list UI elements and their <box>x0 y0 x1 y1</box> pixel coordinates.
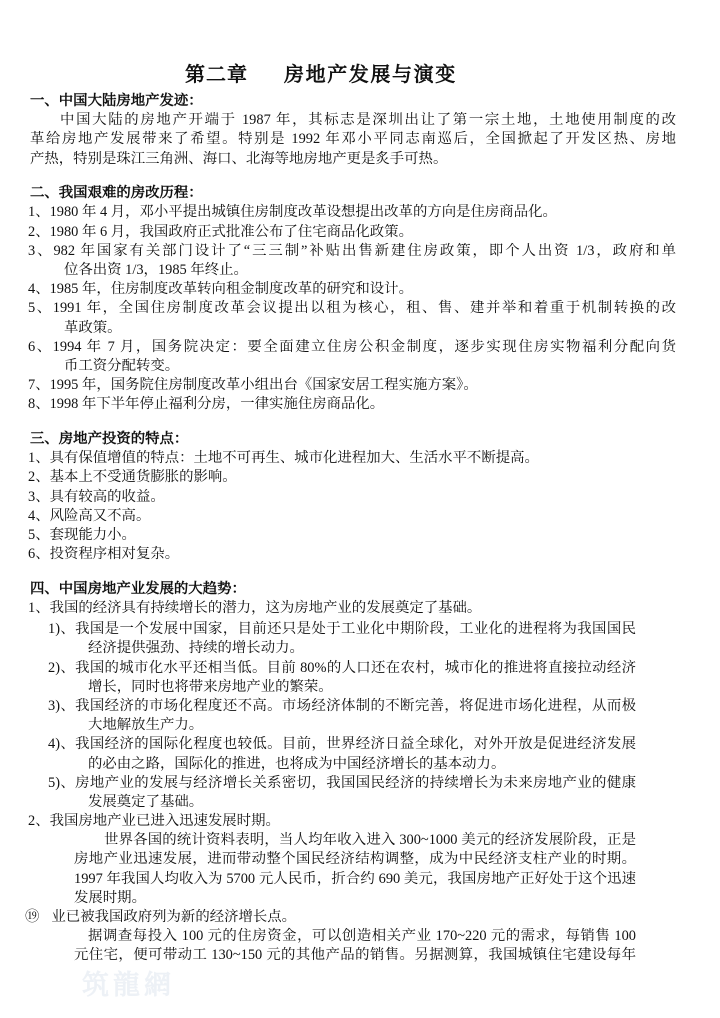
list-item <box>28 338 676 357</box>
item-number: 1、 <box>28 204 50 221</box>
list-item <box>28 545 676 564</box>
chapter-name: 房地产发展与演变 <box>284 64 457 86</box>
item-text: 982 年国家有关部门设计了“三三制”补贴出售新建住房政策，即个人出资 1/3，政府和单 <box>53 242 676 259</box>
subitem <box>28 774 636 793</box>
item-number: ⑲ <box>25 909 40 925</box>
list-item <box>28 526 676 545</box>
subitem-text: 我国的城市化水平还相当低。目前 80%的人口还在农村，城市化的推进将直接拉动经济 <box>75 659 636 676</box>
item-text: 1994 年 7 月，国务院决定：要全面建立住房公积金制度，逐步实现住房实物福利分配向货 <box>52 338 676 355</box>
subitem-number: 2)、 <box>48 659 76 676</box>
item-number: 3、 <box>28 242 54 259</box>
paragraph-line: 房地产业迅速发展，进而带动整个国民经济结构调整，成为中民经济支柱产业的时期。 <box>74 851 636 868</box>
section-heading: 一、中国大陆房地产发迹： <box>30 93 203 109</box>
item-number: 2、 <box>28 813 50 830</box>
item-number: 7、 <box>28 377 50 394</box>
subitem-continuation: 大地解放生产力。 <box>88 717 204 734</box>
list-item <box>28 449 676 468</box>
list-item <box>28 280 676 299</box>
list-item <box>28 507 676 526</box>
section-heading: 二、我国艰难的房改历程： <box>30 185 203 202</box>
list-item-continuation: 币工资分配转变。 <box>64 357 180 374</box>
item-number: 4、 <box>28 281 50 298</box>
subitem-number: 3)、 <box>48 697 76 714</box>
subitem-continuation: 的必由之路，国际化的推进，也将成为中国经济增长的基本动力。 <box>88 755 506 772</box>
subitem <box>28 697 636 716</box>
item-text: 1980 年 6 月，我国政府正式批准公布了住宅商品化政策。 <box>49 223 413 240</box>
paragraph-line: 中国大陆的房地产开端于 1987 年，其标志是深圳出让了第一宗土地，土地使用制度的改 <box>60 112 676 129</box>
item-text: 投资程序相对复杂。 <box>49 546 180 563</box>
item-text: 业已被我国政府列为新的经济增长点。 <box>51 909 297 925</box>
paragraph-line: 1997 年我国人均收入为 5700 元人民币，折合约 690 美元，我国房地产正好处于这个迅速 <box>74 870 636 887</box>
subitem-number: 4)、 <box>48 736 76 753</box>
subitem-number: 5)、 <box>48 774 76 791</box>
paragraph-line: 世界各国的统计资料表明，当人均年收入进入 300~1000 美元的经济发展阶段，正是 <box>104 832 636 849</box>
item-text: 具有保值增值的特点：土地不可再生、城市化进程加大、生活水平不断提高。 <box>49 450 539 467</box>
subitem-text: 我国是一个发展中国家，目前还只是处于工业化中期阶段，工业化的进程将为我国国民 <box>75 621 636 638</box>
item-number: 6、 <box>28 546 50 563</box>
item-text: 1980 年 4 月，邓小平提出城镇住房制度改革设想提出改革的方向是住房商品化。 <box>49 204 557 221</box>
list-item <box>28 395 676 414</box>
item-text: 我国房地产业已进入迅速发展时期。 <box>49 813 280 830</box>
item-number: 8、 <box>28 396 50 413</box>
item-text: 套现能力小。 <box>49 526 136 543</box>
item-text: 1998 年下半年停止福利分房，一律实施住房商品化。 <box>49 396 385 413</box>
item-number: 2、 <box>28 223 50 240</box>
subitem-continuation: 发展奠定了基础。 <box>88 793 204 810</box>
paragraph-line: 据调查每投入 100 元的住房资金，可以创造相关产业 170~220 元的需求，每销售 100 <box>88 928 636 945</box>
section-heading: 三、房地产投资的特点： <box>30 431 189 447</box>
item-number: 1、 <box>28 450 50 467</box>
item-number: 5、 <box>28 300 53 317</box>
item-number: 2、 <box>28 469 50 486</box>
item-text: 具有较高的收益。 <box>49 488 165 505</box>
subitem-text: 我国经济的国际化程度也较低。目前，世界经济日益全球化，对外开放是促进经济发展 <box>75 736 636 753</box>
item-text: 1985 年，住房制度改革转向租金制度改革的研究和设计。 <box>49 281 413 298</box>
item-text: 1991 年，全国住房制度改革会议提出以租为核心，租、售、建并举和着重于机制转换的改 <box>52 300 676 317</box>
document-title <box>185 61 457 89</box>
section-heading: 四、中国房地产业发展的大趋势： <box>30 580 246 597</box>
document-body <box>25 92 676 966</box>
item-text: 基本上不受通货膨胀的影响。 <box>49 469 237 486</box>
watermark: 筑龍網 <box>82 970 175 1001</box>
item-text: 1995 年，国务院住房制度改革小组出台《国家安居工程实施方案》。 <box>49 377 478 394</box>
item-text: 我国的经济具有持续增长的潜力，这为房地产业的发展奠定了基础。 <box>49 600 482 616</box>
list-item <box>28 203 676 222</box>
list-item <box>28 223 676 242</box>
subitem-continuation: 经济提供强劲、持续的增长动力。 <box>88 640 304 657</box>
item-number: 6、 <box>28 338 53 355</box>
item-number: 3、 <box>28 488 50 505</box>
list-item <box>28 468 676 487</box>
section-1 <box>28 92 676 169</box>
list-item <box>28 299 676 318</box>
list-item-continuation: 革政策。 <box>64 319 122 336</box>
subitem-number: 1)、 <box>48 621 76 638</box>
list-item <box>28 812 676 831</box>
list-item <box>25 908 676 927</box>
item-number: 4、 <box>28 507 50 524</box>
paragraph-line: 革给房地产发展带来了希望。特别是 1992 年邓小平同志南巡后，全国掀起了开发区热、房地 <box>30 131 676 148</box>
chapter-number: 第二章 <box>185 64 248 86</box>
list-item <box>28 599 676 618</box>
item-number: 1、 <box>28 600 50 616</box>
section-2 <box>28 184 676 414</box>
list-item <box>28 488 676 507</box>
section-3 <box>28 430 676 564</box>
item-text: 风险高又不高。 <box>49 507 151 524</box>
subitem-text: 我国经济的市场化程度还不高。市场经济体制的不断完善，将促进市场化进程，从而极 <box>75 697 636 714</box>
list-item-continuation: 位各出资 1/3，1985 年终止。 <box>64 262 248 278</box>
section-4 <box>25 580 676 966</box>
subitem <box>28 659 636 678</box>
subitem-continuation: 增长，同时也将带来房地产业的繁荣。 <box>88 678 333 695</box>
paragraph-line: 发展时期。 <box>74 889 146 906</box>
item-number: 5、 <box>28 526 50 543</box>
subitem <box>28 735 636 754</box>
list-item <box>28 376 676 395</box>
subitem <box>28 620 636 639</box>
paragraph-line: 产热，特别是珠江三角洲、海口、北海等地房地产更是炙手可热。 <box>30 150 448 167</box>
list-item <box>28 242 676 261</box>
subitem-text: 房地产业的发展与经济增长关系密切，我国国民经济的持续增长为未来房地产业的健康 <box>75 774 636 791</box>
paragraph-line: 元住宅，便可带动工 130~150 元的其他产品的销售。另据测算，我国城镇住宅建设每年 <box>74 947 636 964</box>
